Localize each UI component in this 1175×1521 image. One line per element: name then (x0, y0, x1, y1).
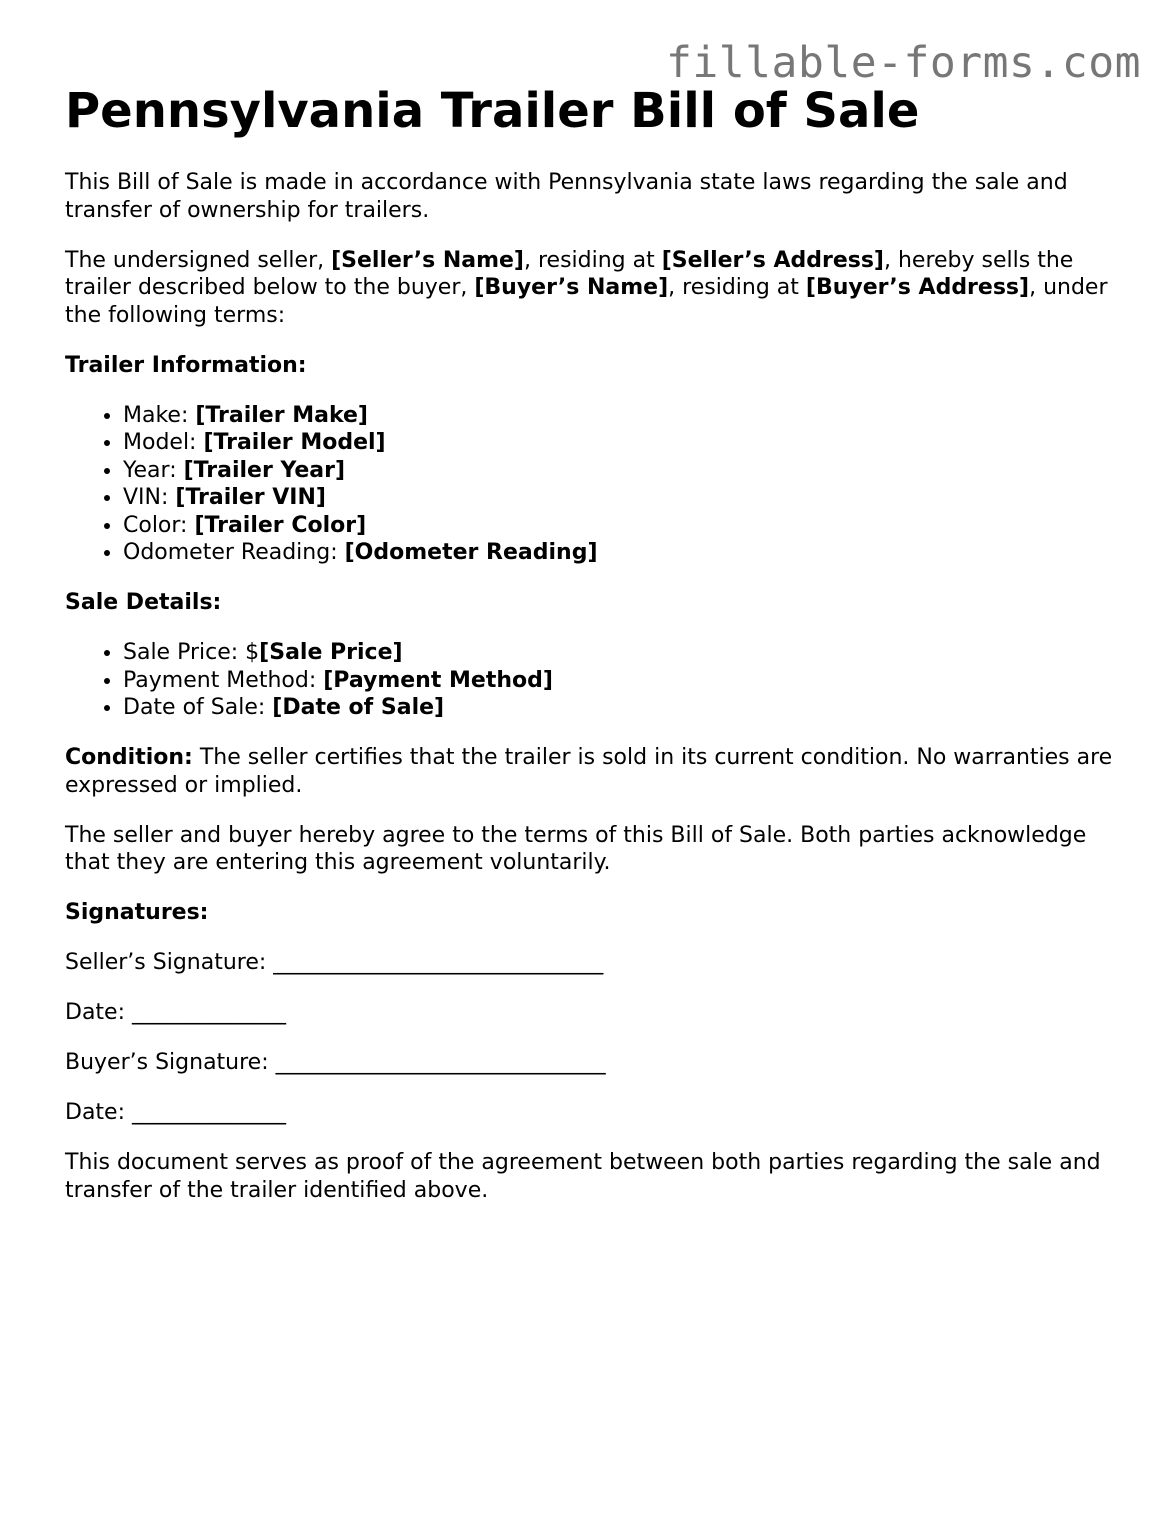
list-item (123, 639, 1125, 667)
list-item (123, 667, 1125, 695)
item-label: Sale Price: $ (123, 640, 260, 665)
odometer-reading-field: [Odometer Reading] (344, 540, 598, 565)
item-label: Date of Sale: (123, 695, 273, 720)
item-label: Year: (123, 457, 184, 483)
condition-label: Condition: (65, 745, 193, 770)
date-of-sale-field: [Date of Sale] (272, 695, 445, 720)
intro-paragraph: This Bill of Sale is made in accordance with Pennsylvania state laws regarding the sale and transfer of ownership for trailers. (65, 170, 1068, 223)
parties-text-2: , residing at (523, 247, 662, 273)
list-item (123, 484, 1125, 512)
document-body (65, 169, 1125, 1227)
item-label: Model: (123, 430, 204, 455)
list-item (123, 694, 1125, 722)
list-item (123, 512, 1125, 540)
sale-price-field: [Sale Price] (259, 640, 403, 665)
item-label: Make: (123, 402, 196, 428)
parties-text-1: The undersigned seller, (65, 247, 332, 273)
signatures-heading: Signatures: (65, 900, 209, 925)
condition-text: The seller certifies that the trailer is sold in its current condition. No warranties are expressed or implied. (65, 745, 1113, 798)
list-item (123, 402, 1125, 430)
trailer-color-field: [Trailer Color] (194, 512, 367, 538)
agreement-paragraph: The seller and buyer hereby agree to the terms of this Bill of Sale. Both parties acknowledge that they are entering this agreement voluntarily. (65, 822, 1087, 875)
buyer-date-line[interactable]: Date: ______________ (65, 1100, 286, 1125)
trailer-model-field: [Trailer Model] (203, 430, 386, 455)
item-label: Payment Method: (123, 667, 324, 693)
trailer-info-heading: Trailer Information: (65, 352, 307, 378)
condition-paragraph (65, 744, 1125, 799)
buyer-name-field: [Buyer’s Name] (474, 275, 669, 300)
trailer-info-list (65, 402, 1125, 567)
trailer-make-field: [Trailer Make] (195, 402, 368, 428)
payment-method-field: [Payment Method] (323, 667, 553, 693)
list-item (123, 429, 1125, 457)
list-item (123, 457, 1125, 485)
sale-details-list (65, 639, 1125, 722)
buyer-address-field: [Buyer’s Address] (805, 275, 1030, 300)
parties-paragraph (65, 247, 1125, 330)
item-label: Color: (123, 512, 195, 538)
parties-text-4: , residing at (668, 275, 806, 300)
sale-details-heading: Sale Details: (65, 590, 222, 615)
parties-text-3: , hereby sells the trailer described below to the buyer, (65, 247, 1074, 300)
seller-date-line[interactable]: Date: ______________ (65, 1000, 286, 1025)
trailer-vin-field: [Trailer VIN] (175, 485, 326, 510)
parties-text-5: , under the following terms: (65, 275, 1108, 328)
seller-address-field: [Seller’s Address] (661, 247, 884, 273)
watermark: fillable-forms.com (666, 38, 1141, 88)
item-label: VIN: (123, 485, 176, 510)
list-item (123, 539, 1125, 567)
document-title: Pennsylvania Trailer Bill of Sale (65, 83, 920, 139)
closing-paragraph: This document serves as proof of the agreement between both parties regarding the sale and transfer of the trailer identified above. (65, 1150, 1101, 1203)
seller-name-field: [Seller’s Name] (331, 247, 524, 273)
buyer-signature-line[interactable]: Buyer’s Signature: ______________________________ (65, 1050, 606, 1075)
seller-signature-line[interactable]: Seller’s Signature: ______________________________ (65, 950, 604, 975)
item-label: Odometer Reading: (123, 540, 345, 565)
trailer-year-field: [Trailer Year] (183, 457, 346, 483)
